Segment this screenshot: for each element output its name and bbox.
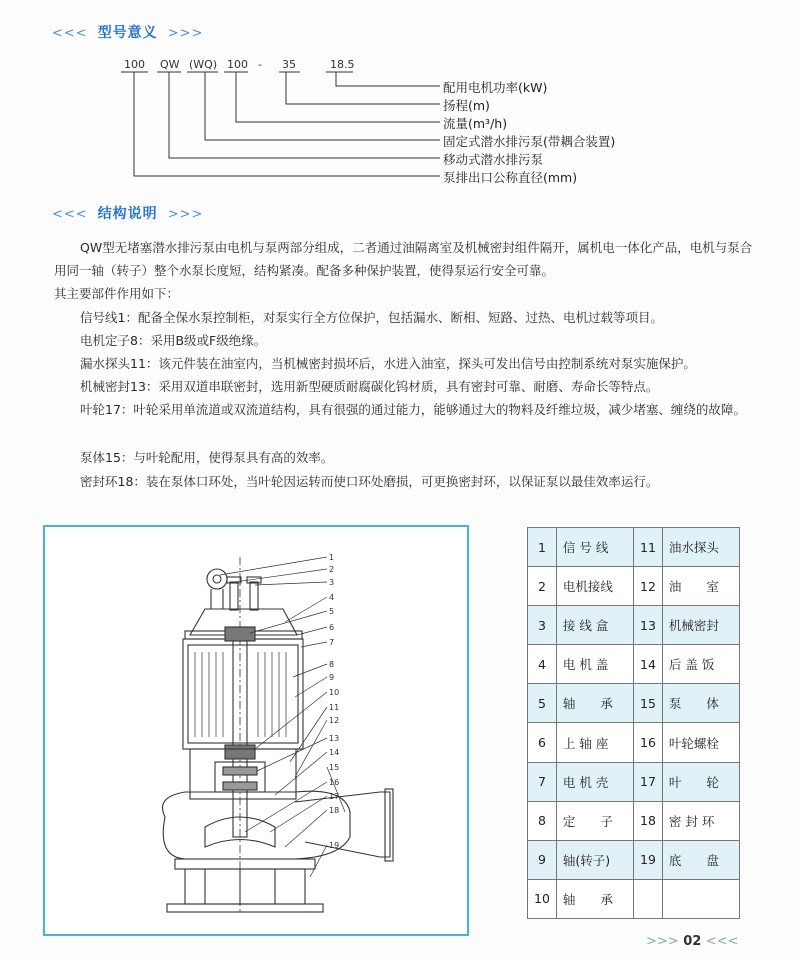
- part-name: 密 封 环: [662, 801, 739, 840]
- callout-number: 18: [329, 806, 340, 815]
- part-number: 13: [634, 606, 663, 645]
- callout-number: 5: [329, 607, 335, 616]
- part-number: 12: [634, 567, 663, 606]
- part-name: 接 线 盒: [556, 606, 633, 645]
- part-name: [662, 879, 739, 918]
- parts-table: [527, 527, 740, 919]
- callout-number: 13: [329, 734, 340, 743]
- part-number: 7: [528, 762, 557, 801]
- part-number: 1: [528, 528, 557, 567]
- part-name: 电机接线: [556, 567, 633, 606]
- code-part: 100: [124, 58, 145, 71]
- table-row: [528, 723, 740, 762]
- code-part: (WQ): [189, 58, 218, 71]
- section-title-text: 结构说明: [97, 206, 158, 222]
- code-label-power: 配用电机功率(kW): [443, 80, 548, 95]
- part-name: 轴(转子): [556, 840, 633, 879]
- pump-drawing-frame: [43, 525, 469, 936]
- part-number: 4: [528, 645, 557, 684]
- part-name: 油 室: [662, 567, 739, 606]
- part-number: 11: [634, 528, 663, 567]
- paragraph-seal-ring: 密封环18：装在泵体口环处，当叶轮因运转而使口环处磨损，可更换密封环，以保证泵以最佳效率运行。: [80, 474, 659, 489]
- part-name: 油水探头: [662, 528, 739, 567]
- table-row: [528, 762, 740, 801]
- part-name: 轴 承: [556, 684, 633, 723]
- paragraph-stator: 电机定子8：采用B级或F级绝缘。: [80, 333, 267, 348]
- code-label-head: 扬程(m): [443, 98, 490, 113]
- chevron-left-icon: <<<: [705, 934, 739, 949]
- paragraph-parts-heading: 其主要部件作用如下：: [54, 286, 180, 301]
- table-row: [528, 840, 740, 879]
- paragraph-probe: 漏水探头11：该元件装在油室内，当机械密封损坏后，水进入油室，探头可发出信号由控制系统对泵实施保护。: [80, 356, 696, 371]
- part-number: 18: [634, 801, 663, 840]
- code-leader-lines: [0, 0, 800, 200]
- page-number-text: 02: [683, 934, 702, 949]
- code-label-mobile: 移动式潜水排污泵: [443, 152, 544, 167]
- callout-number: 3: [329, 578, 335, 587]
- callout-number: 16: [329, 778, 340, 787]
- part-name: 底 盘: [662, 840, 739, 879]
- paragraph-impeller: 叶轮17：叶轮采用单流道或双流道结构，具有很强的通过能力，能够通过大的物料及纤维垃圾，减少堵塞、缠绕的故障。: [80, 402, 746, 417]
- part-name: 叶轮螺栓: [662, 723, 739, 762]
- part-name: 机械密封: [662, 606, 739, 645]
- chevron-left-icon: <<<: [52, 207, 88, 222]
- callout-number: 1: [329, 553, 335, 562]
- part-number: 9: [528, 840, 557, 879]
- part-number: 2: [528, 567, 557, 606]
- code-label-fixed: 固定式潜水排污泵(带耦合装置): [443, 134, 616, 149]
- chevron-left-icon: <<<: [52, 26, 88, 41]
- part-number: 3: [528, 606, 557, 645]
- part-number: [634, 879, 663, 918]
- callout-number: 15: [329, 763, 340, 772]
- code-part: QW: [160, 58, 180, 71]
- paragraph-signal-line: 信号线1：配备全保水泵控制柜，对泵实行全方位保护，包括漏水、断相、短路、过热、电机过载等项目。: [80, 310, 663, 325]
- code-part: -: [258, 58, 262, 71]
- code-part: 100: [227, 58, 248, 71]
- table-row: [528, 645, 740, 684]
- part-name: 定 子: [556, 801, 633, 840]
- chevron-right-icon: >>>: [167, 26, 204, 41]
- paragraph-intro: QW型无堵塞潜水排污泵由电机与泵两部分组成，二者通过油隔离室及机械密封组件隔开，属机电一体化产品，电机与泵合用同一轴（转子）整个水泵长度短，结构紧凑。配备多种保护装置，使得泵运行安全可靠。: [54, 240, 753, 278]
- callout-number: 7: [329, 638, 335, 647]
- part-number: 8: [528, 801, 557, 840]
- paragraph-seal: 机械密封13：采用双道串联密封，选用新型硬质耐腐碳化钨材质，具有密封可靠、耐磨、寿命长等特点。: [80, 379, 659, 394]
- callout-number: 6: [329, 623, 335, 632]
- callout-number: 12: [329, 716, 340, 725]
- part-name: 泵 体: [662, 684, 739, 723]
- part-name: 轴 承: [556, 879, 633, 918]
- table-row: [528, 606, 740, 645]
- callout-number: 2: [329, 565, 335, 574]
- part-number: 16: [634, 723, 663, 762]
- part-name: 电 机 盖: [556, 645, 633, 684]
- part-number: 15: [634, 684, 663, 723]
- part-number: 17: [634, 762, 663, 801]
- part-number: 10: [528, 879, 557, 918]
- part-name: 电 机 壳: [556, 762, 633, 801]
- part-number: 19: [634, 840, 663, 879]
- callout-number: 9: [329, 673, 335, 682]
- part-name: 叶 轮: [662, 762, 739, 801]
- chevron-right-icon: >>>: [167, 207, 204, 222]
- table-row: [528, 879, 740, 918]
- part-name: 信 号 线: [556, 528, 633, 567]
- callout-number: 14: [329, 748, 340, 757]
- code-part: 18.5: [330, 58, 355, 71]
- callout-number: 19: [329, 841, 340, 850]
- callout-number: 10: [329, 688, 340, 697]
- part-name: 上 轴 座: [556, 723, 633, 762]
- table-row: [528, 801, 740, 840]
- pump-cross-section-drawing: [45, 527, 467, 934]
- callout-number: 8: [329, 660, 335, 669]
- table-row: [528, 528, 740, 567]
- table-row: [528, 684, 740, 723]
- part-name: 后 盖 饭: [662, 645, 739, 684]
- part-number: 5: [528, 684, 557, 723]
- part-number: 6: [528, 723, 557, 762]
- page-number: [646, 934, 739, 949]
- callout-number: 17: [329, 792, 340, 801]
- paragraph-pump-body: 泵体15：与叶轮配用，使得泵具有高的效率。: [80, 450, 334, 465]
- callout-number: 4: [329, 593, 335, 602]
- part-number: 14: [634, 645, 663, 684]
- code-label-diameter: 泵排出口公称直径(mm): [443, 170, 578, 185]
- section-title-structure: [52, 203, 203, 223]
- table-row: [528, 567, 740, 606]
- code-label-flow: 流量(m³/h): [443, 116, 508, 131]
- section-title-text: 型号意义: [97, 25, 158, 41]
- callout-number: 11: [329, 703, 340, 712]
- chevron-right-icon: >>>: [646, 934, 679, 949]
- code-part: 35: [282, 58, 296, 71]
